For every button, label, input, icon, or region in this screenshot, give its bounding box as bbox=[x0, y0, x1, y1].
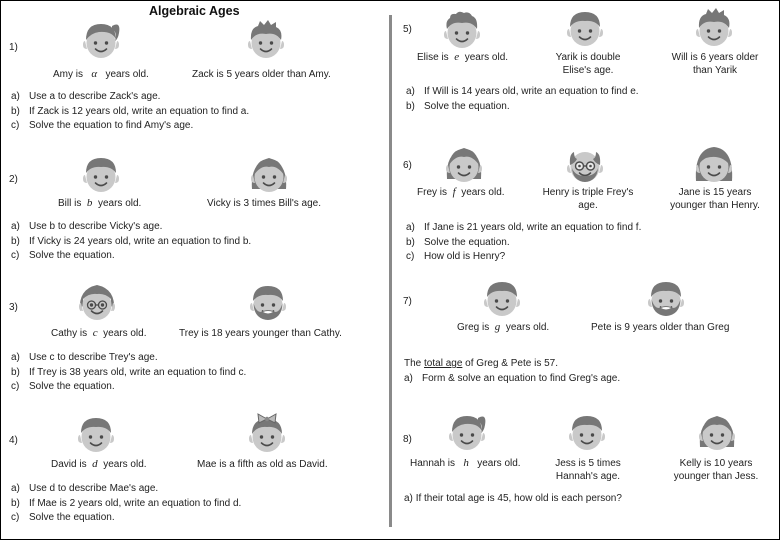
person-frey-label bbox=[417, 186, 505, 199]
boy-short-hair-icon bbox=[482, 277, 522, 317]
label-prefix: Frey is bbox=[417, 187, 447, 198]
girl-ponytail-icon bbox=[447, 411, 487, 451]
question-text: Solve the equation. bbox=[424, 100, 510, 112]
label-suffix: years old. bbox=[103, 459, 147, 470]
girl-long-hair-icon bbox=[249, 153, 289, 193]
woman-glasses-icon bbox=[77, 281, 117, 321]
person-jess-label: Jess is 5 times Hannah's age. bbox=[555, 458, 621, 482]
variable-symbol: c bbox=[92, 327, 98, 339]
question-text: If Trey is 38 years old, write an equation to find c. bbox=[29, 366, 247, 378]
problem-number: 5) bbox=[403, 24, 412, 35]
question-text: If Zack is 12 years old, write an equation to find a. bbox=[29, 105, 250, 117]
question-item bbox=[406, 100, 639, 115]
person-cathy-label bbox=[51, 327, 147, 340]
man-beard-icon bbox=[646, 277, 686, 317]
question-text: If Mae is 2 years old, write an equation to find d. bbox=[29, 497, 242, 509]
question-list bbox=[11, 482, 241, 526]
question-text: Use a to describe Zack's age. bbox=[29, 91, 161, 102]
problem-number: 6) bbox=[403, 160, 412, 171]
question-list bbox=[406, 85, 639, 114]
question-key: b) bbox=[406, 100, 415, 112]
girl-long-hair-icon bbox=[697, 411, 737, 451]
question-list bbox=[404, 372, 620, 387]
statement-underlined: total age bbox=[424, 358, 463, 369]
variable-symbol: e bbox=[454, 51, 460, 63]
boy-spiky-hair-icon bbox=[694, 7, 734, 47]
label-prefix: Greg is bbox=[457, 322, 490, 333]
question-item bbox=[11, 497, 241, 512]
person-david-label bbox=[51, 458, 147, 471]
question-text: Solve the equation. bbox=[29, 250, 115, 261]
question-text: Solve the equation to find Amy's age. bbox=[29, 120, 194, 131]
person-vicky-label: Vicky is 3 times Bill's age. bbox=[207, 198, 321, 209]
label-suffix: years old. bbox=[477, 458, 521, 469]
question-key: a) bbox=[11, 352, 20, 363]
label-prefix: Amy is bbox=[53, 69, 83, 80]
question-key: a) bbox=[406, 222, 415, 233]
question-list bbox=[406, 221, 641, 265]
label-prefix: David is bbox=[51, 459, 87, 470]
label-suffix: years old. bbox=[105, 69, 149, 80]
question-key: c) bbox=[11, 120, 20, 131]
person-trey-label: Trey is 18 years younger than Cathy. bbox=[179, 328, 342, 339]
question-key: b) bbox=[11, 235, 20, 247]
girl-long-hair-icon bbox=[444, 143, 484, 183]
label-prefix: Cathy is bbox=[51, 328, 88, 339]
person-elise-label bbox=[417, 51, 508, 64]
person-zack-label: Zack is 5 years older than Amy. bbox=[192, 69, 331, 80]
problem-number: 2) bbox=[9, 174, 18, 185]
statement-text: The bbox=[404, 358, 425, 369]
question-key: c) bbox=[11, 250, 20, 261]
problem-number: 7) bbox=[403, 296, 412, 307]
page-title: Algebraic Ages bbox=[149, 4, 240, 18]
question-item bbox=[11, 90, 249, 105]
label-prefix: Hannah is bbox=[410, 458, 456, 469]
question-text: Use b to describe Vicky's age. bbox=[29, 221, 163, 232]
variable-symbol: d bbox=[92, 458, 98, 470]
question-list bbox=[404, 492, 622, 507]
problem-number: 4) bbox=[9, 435, 18, 446]
girl-ponytail-icon bbox=[81, 19, 121, 59]
question-key: c) bbox=[406, 251, 415, 262]
question-text: If Vicky is 24 years old, write an equation to find b. bbox=[29, 235, 252, 247]
person-mae-label: Mae is a fifth as old as David. bbox=[197, 459, 328, 470]
person-hannah-label bbox=[410, 457, 521, 470]
question-item bbox=[404, 492, 622, 507]
question-item bbox=[11, 366, 246, 381]
question-key: c) bbox=[11, 512, 20, 523]
statement-text: of Greg & Pete is 57. bbox=[462, 358, 558, 369]
question-text: If Jane is 21 years old, write an equation to find f. bbox=[424, 222, 642, 233]
variable-symbol: h bbox=[463, 457, 469, 469]
question-list bbox=[11, 90, 249, 134]
problem-number: 8) bbox=[403, 434, 412, 445]
person-amy-label bbox=[53, 68, 149, 81]
label-suffix: years old. bbox=[464, 52, 509, 63]
question-key: b) bbox=[11, 497, 20, 509]
variable-symbol: f bbox=[452, 186, 456, 198]
question-key: b) bbox=[406, 236, 415, 248]
label-suffix: years old. bbox=[103, 328, 147, 339]
question-text: If Will is 14 years old, write an equation to find e. bbox=[424, 86, 639, 97]
question-key: a) bbox=[11, 221, 20, 232]
column-divider bbox=[389, 15, 392, 527]
question-item bbox=[406, 221, 641, 236]
question-text: How old is Henry? bbox=[424, 251, 506, 262]
question-item bbox=[11, 482, 241, 497]
variable-symbol: α bbox=[91, 68, 98, 80]
question-key: a) bbox=[404, 373, 413, 384]
person-greg-label bbox=[457, 321, 549, 334]
woman-long-hair-icon bbox=[694, 143, 734, 183]
question-key: b) bbox=[11, 366, 20, 378]
person-bill-label bbox=[58, 197, 141, 210]
question-text: Use d to describe Mae's age. bbox=[29, 483, 159, 494]
question-item bbox=[11, 235, 251, 250]
person-pete-label: Pete is 9 years older than Greg bbox=[591, 322, 730, 333]
boy-short-hair-icon bbox=[76, 413, 116, 453]
boy-curly-hair-icon bbox=[442, 9, 482, 49]
question-item bbox=[11, 220, 251, 235]
question-text: Use c to describe Trey's age. bbox=[29, 352, 158, 363]
problem-number: 1) bbox=[9, 42, 18, 53]
label-suffix: years old. bbox=[461, 187, 505, 198]
question-key: a) bbox=[11, 91, 20, 102]
question-item bbox=[404, 372, 620, 387]
question-text: Form & solve an equation to find Greg's age. bbox=[422, 373, 621, 384]
question-list bbox=[11, 351, 246, 395]
variable-symbol: g bbox=[494, 321, 501, 333]
question-text: Solve the equation. bbox=[29, 512, 115, 523]
question-item bbox=[11, 119, 249, 134]
boy-short-hair-icon bbox=[567, 411, 607, 451]
question-item bbox=[11, 351, 246, 366]
question-text: If their total age is 45, how old is each person? bbox=[415, 493, 622, 504]
question-item bbox=[11, 249, 251, 264]
question-item bbox=[11, 511, 241, 526]
question-text: Solve the equation. bbox=[29, 381, 115, 392]
variable-symbol: b bbox=[86, 197, 93, 209]
total-age-statement bbox=[404, 357, 558, 370]
question-key: c) bbox=[11, 381, 20, 392]
boy-short-hair-icon bbox=[565, 7, 605, 47]
question-item bbox=[406, 85, 639, 100]
label-suffix: years old. bbox=[97, 198, 142, 209]
question-key: a) bbox=[11, 483, 20, 494]
label-prefix: Elise is bbox=[417, 52, 449, 63]
grandpa-glasses-icon bbox=[565, 143, 605, 183]
question-item bbox=[11, 380, 246, 395]
man-beard-icon bbox=[248, 281, 288, 321]
question-text: Solve the equation. bbox=[424, 236, 510, 248]
boy-spiky-hair-icon bbox=[246, 19, 286, 59]
question-key: b) bbox=[11, 105, 20, 117]
question-item bbox=[11, 105, 249, 120]
question-item bbox=[406, 250, 641, 265]
person-jane-label: Jane is 15 years younger than Henry. bbox=[670, 187, 760, 211]
label-suffix: years old. bbox=[505, 322, 550, 333]
label-prefix: Bill is bbox=[58, 198, 82, 209]
boy-short-hair-icon bbox=[81, 153, 121, 193]
question-list bbox=[11, 220, 251, 264]
person-kelly-label: Kelly is 10 years younger than Jess. bbox=[673, 458, 759, 482]
problem-number: 3) bbox=[9, 302, 18, 313]
question-key: a) bbox=[404, 493, 413, 504]
girl-bow-icon bbox=[247, 413, 287, 453]
person-henry-label: Henry is triple Frey's age. bbox=[542, 187, 634, 211]
person-yarik-label: Yarik is double Elise's age. bbox=[555, 52, 621, 76]
question-item bbox=[406, 236, 641, 251]
question-key: a) bbox=[406, 86, 415, 97]
person-will-label: Will is 6 years older than Yarik bbox=[671, 52, 759, 76]
